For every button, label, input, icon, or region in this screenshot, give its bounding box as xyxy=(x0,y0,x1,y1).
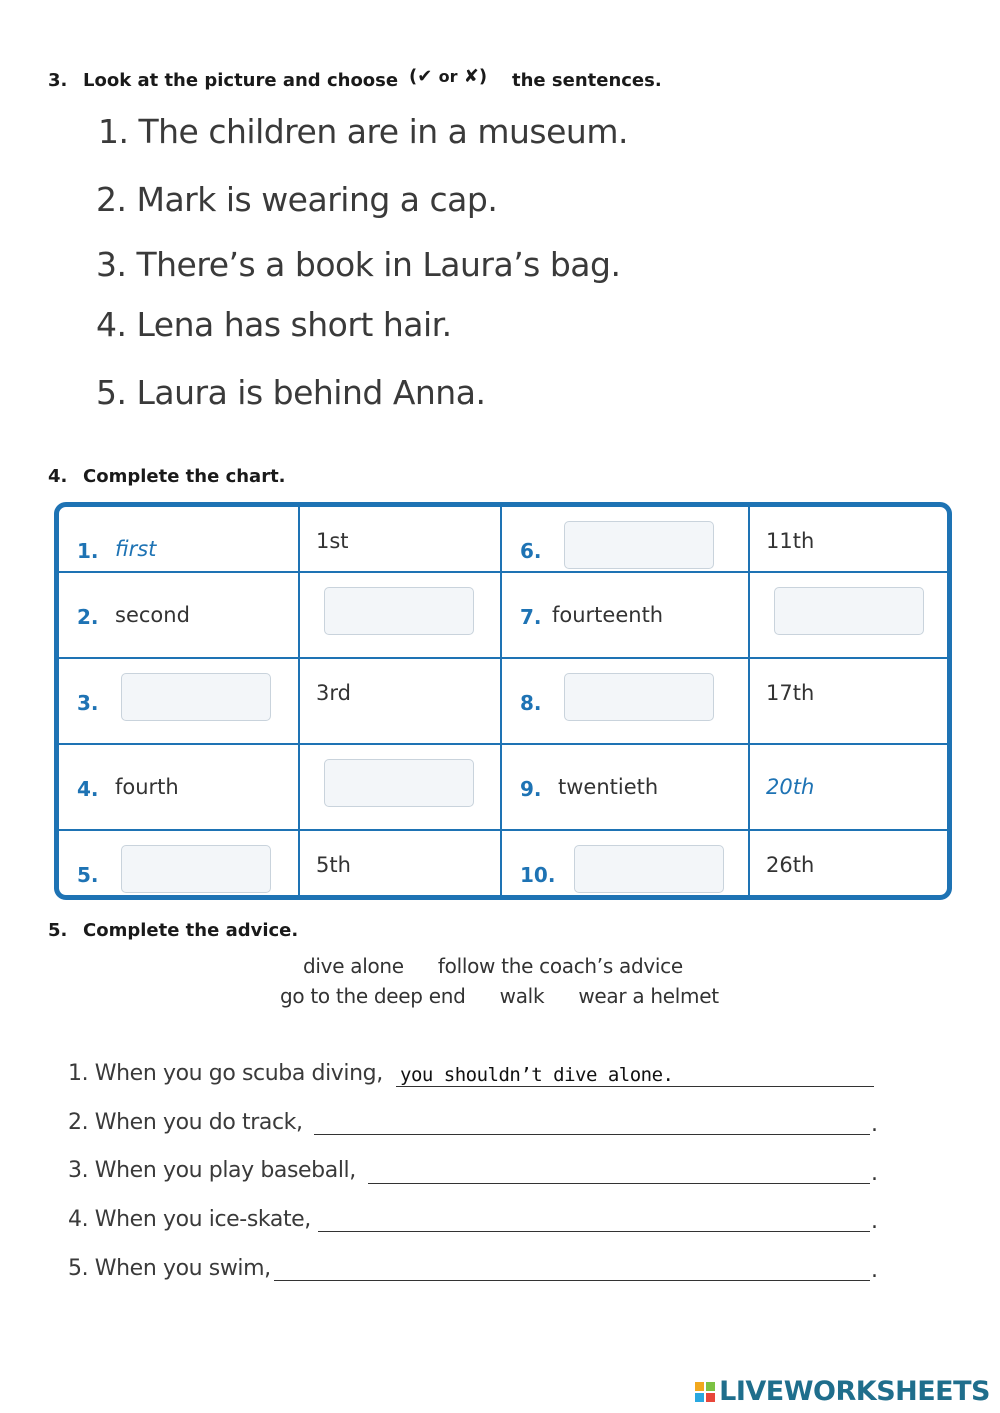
advice-prompt-4: 4. When you ice-skate, xyxy=(68,1207,311,1232)
ordinal-word: fourteenth xyxy=(552,602,664,627)
check-icon: ✔ xyxy=(417,66,433,87)
advice-prompt-5: 5. When you swim, xyxy=(68,1256,271,1281)
answer-input-7-short[interactable] xyxy=(774,587,924,635)
ordinal-short: 3rd xyxy=(316,680,351,705)
word-bank-option: walk xyxy=(499,984,545,1008)
item-number: 7. xyxy=(520,604,542,629)
chart-cell xyxy=(299,744,501,830)
chart-cell xyxy=(59,830,299,895)
chart-cell xyxy=(59,507,299,572)
chart-row-2 xyxy=(59,572,947,658)
answer-input-3-word[interactable] xyxy=(121,673,271,721)
section-4-heading xyxy=(48,466,286,487)
section-3-number: 3. xyxy=(48,70,68,91)
chart-cell xyxy=(501,658,749,744)
ordinal-short: 17th xyxy=(766,680,815,705)
chart-cell xyxy=(749,572,947,658)
item-number: 6. xyxy=(520,539,542,563)
chart-cell xyxy=(749,658,947,744)
logo-mark-icon xyxy=(695,1382,715,1402)
section-5-number: 5. xyxy=(48,920,68,941)
check-or-cross-legend xyxy=(409,66,487,87)
item-number: 10. xyxy=(520,863,556,888)
chart-row-1 xyxy=(59,507,947,572)
answer-input-5-word[interactable] xyxy=(121,845,271,893)
chart-cell xyxy=(501,830,749,895)
ordinal-chart xyxy=(54,502,952,900)
item-number: 5. xyxy=(77,863,99,888)
section-3-heading xyxy=(48,70,398,91)
section-4-instruction: Complete the chart. xyxy=(83,466,286,487)
answer-input-advice-5[interactable] xyxy=(274,1280,870,1281)
chart-row-3 xyxy=(59,658,947,744)
legend-close-paren: ) xyxy=(478,66,488,87)
ordinal-word-example: first xyxy=(115,537,157,561)
answer-input-advice-3[interactable] xyxy=(368,1183,870,1184)
liveworksheets-logo[interactable] xyxy=(695,1376,990,1407)
sentence-3: 3. There’s a book in Laura’s bag. xyxy=(96,245,621,284)
section-3-instruction: Look at the picture and choose xyxy=(83,70,399,91)
chart-cell xyxy=(501,744,749,830)
ordinal-short-example: 20th xyxy=(766,775,815,800)
chart-cell xyxy=(59,572,299,658)
answer-input-4-short[interactable] xyxy=(324,759,474,807)
period: . xyxy=(871,1112,878,1137)
period: . xyxy=(871,1209,878,1234)
advice-prompt-3: 3. When you play baseball, xyxy=(68,1158,356,1183)
answer-input-2-short[interactable] xyxy=(324,587,474,635)
answer-input-8-word[interactable] xyxy=(564,673,714,721)
item-number: 8. xyxy=(520,690,542,715)
section-3-instruction-end: the sentences. xyxy=(512,70,662,91)
chart-cell xyxy=(299,507,501,572)
chart-row-4 xyxy=(59,744,947,830)
period: . xyxy=(871,1258,878,1283)
section-5-heading xyxy=(48,920,298,941)
cross-icon: ✘ xyxy=(463,66,479,87)
ordinal-short: 5th xyxy=(316,853,351,878)
chart-cell xyxy=(59,658,299,744)
answer-input-advice-2[interactable] xyxy=(314,1134,870,1135)
ordinal-short: 26th xyxy=(766,853,815,878)
ordinal-short: 11th xyxy=(766,529,815,553)
answer-input-6-word[interactable] xyxy=(564,521,714,569)
word-bank-line-1 xyxy=(303,954,683,978)
chart-cell xyxy=(749,744,947,830)
answer-line-1 xyxy=(396,1086,874,1087)
chart-cell xyxy=(299,830,501,895)
ordinal-word: fourth xyxy=(115,775,179,800)
sentence-1: 1. The children are in a museum. xyxy=(98,112,628,151)
item-number: 1. xyxy=(77,539,99,563)
item-number: 4. xyxy=(77,777,99,802)
chart-cell xyxy=(749,830,947,895)
ordinal-word: twentieth xyxy=(558,775,659,800)
section-5-instruction: Complete the advice. xyxy=(83,920,299,941)
sentence-5: 5. Laura is behind Anna. xyxy=(96,373,486,412)
ordinal-word: second xyxy=(115,602,190,627)
sentence-2: 2. Mark is wearing a cap. xyxy=(96,180,498,219)
chart-row-5 xyxy=(59,830,947,895)
chart-cell xyxy=(299,572,501,658)
legend-or: or xyxy=(438,67,458,86)
word-bank-option: wear a helmet xyxy=(578,984,719,1008)
word-bank-line-2 xyxy=(280,984,719,1008)
advice-answer-example: you shouldn’t dive alone. xyxy=(400,1064,674,1086)
item-number: 2. xyxy=(77,604,99,629)
sentence-4: 4. Lena has short hair. xyxy=(96,305,452,344)
chart-cell xyxy=(501,572,749,658)
chart-cell xyxy=(59,744,299,830)
ordinal-short: 1st xyxy=(316,529,349,553)
logo-text: LIVEWORKSHEETS xyxy=(719,1376,990,1407)
word-bank-option: dive alone xyxy=(303,954,404,978)
answer-input-10-word[interactable] xyxy=(574,845,724,893)
word-bank-option: go to the deep end xyxy=(280,984,466,1008)
item-number: 9. xyxy=(520,777,542,802)
chart-cell xyxy=(501,507,749,572)
advice-prompt-2: 2. When you do track, xyxy=(68,1110,303,1135)
item-number: 3. xyxy=(77,690,99,715)
chart-cell xyxy=(749,507,947,572)
section-4-number: 4. xyxy=(48,466,68,487)
chart-cell xyxy=(299,658,501,744)
word-bank-option: follow the coach’s advice xyxy=(437,954,683,978)
answer-input-advice-4[interactable] xyxy=(318,1231,870,1232)
advice-prompt-1: 1. When you go scuba diving, xyxy=(68,1061,383,1086)
legend-open-paren: ( xyxy=(409,66,418,87)
period: . xyxy=(871,1161,878,1186)
